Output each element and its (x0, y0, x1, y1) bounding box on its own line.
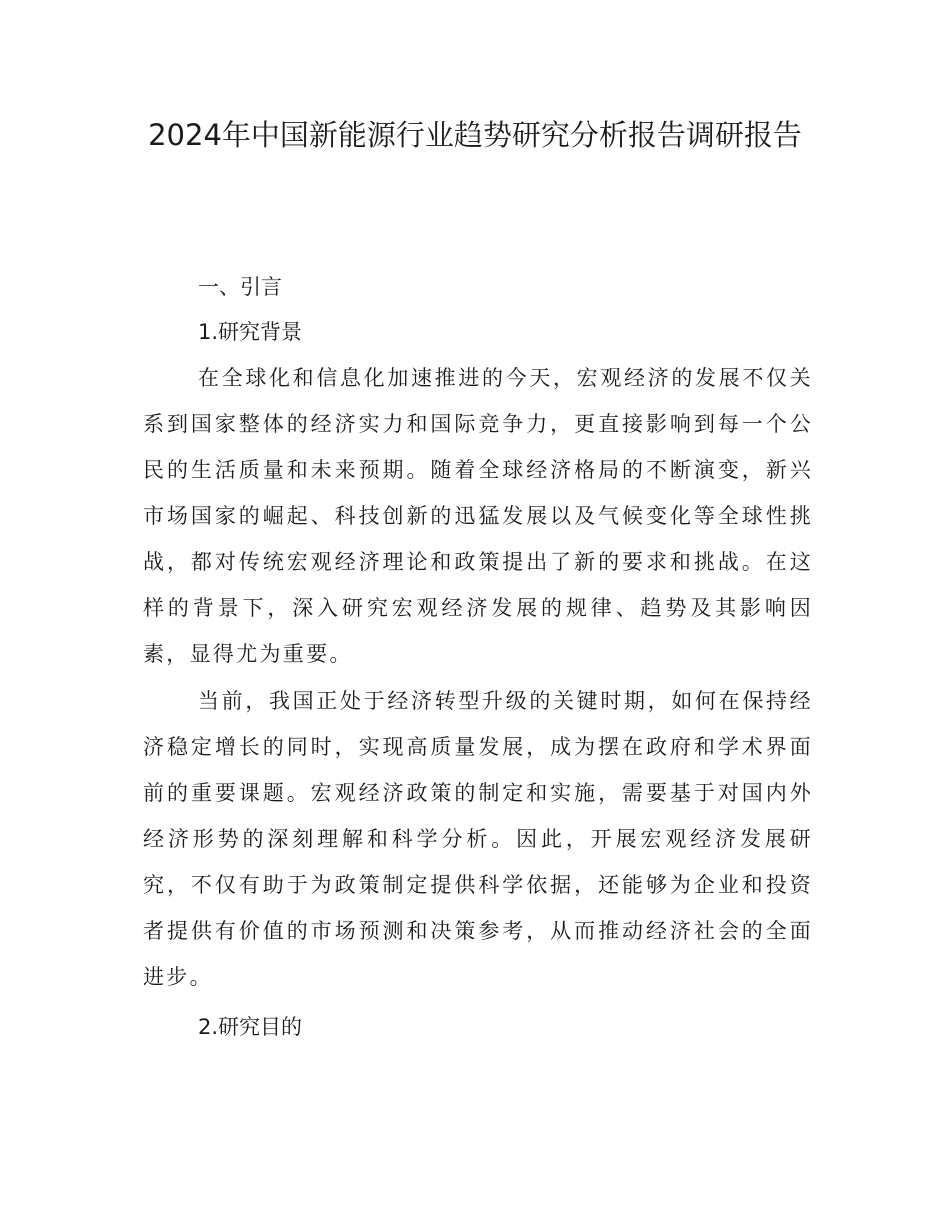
paragraph-background-2: 当前，我国正处于经济转型升级的关键时期，如何在保持经济稳定增长的同时，实现高质量发展，成为摆在政府和学术界面前的重要课题。宏观经济政策的制定和实施，需要基于对国内外经济形势的深刻理解和科学分析。因此，开展宏观经济发展研究，不仅有助于为政策制定提供科学依据，还能够为企业和投资者提供有价值的市场预测和决策参考，从而推动经济社会的全面进步。 (143, 689, 813, 989)
subsection-heading-research-purpose: 2.研究目的 (198, 1015, 303, 1039)
subsection-heading-research-background: 1.研究背景 (198, 320, 303, 344)
paragraph-background-1: 在全球化和信息化加速推进的今天，宏观经济的发展不仅关系到国家整体的经济实力和国际竞争力，更直接影响到每一个公民的生活质量和未来预期。随着全球经济格局的不断演变，新兴市场国家的崛起、科技创新的迅猛发展以及气候变化等全球性挑战，都对传统宏观经济理论和政策提出了新的要求和挑战。在这样的背景下，深入研究宏观经济发展的规律、趋势及其影响因素，显得尤为重要。 (143, 366, 813, 666)
document-title: 2024年中国新能源行业趋势研究分析报告调研报告 (148, 118, 802, 152)
section-heading-introduction: 一、引言 (198, 275, 282, 299)
